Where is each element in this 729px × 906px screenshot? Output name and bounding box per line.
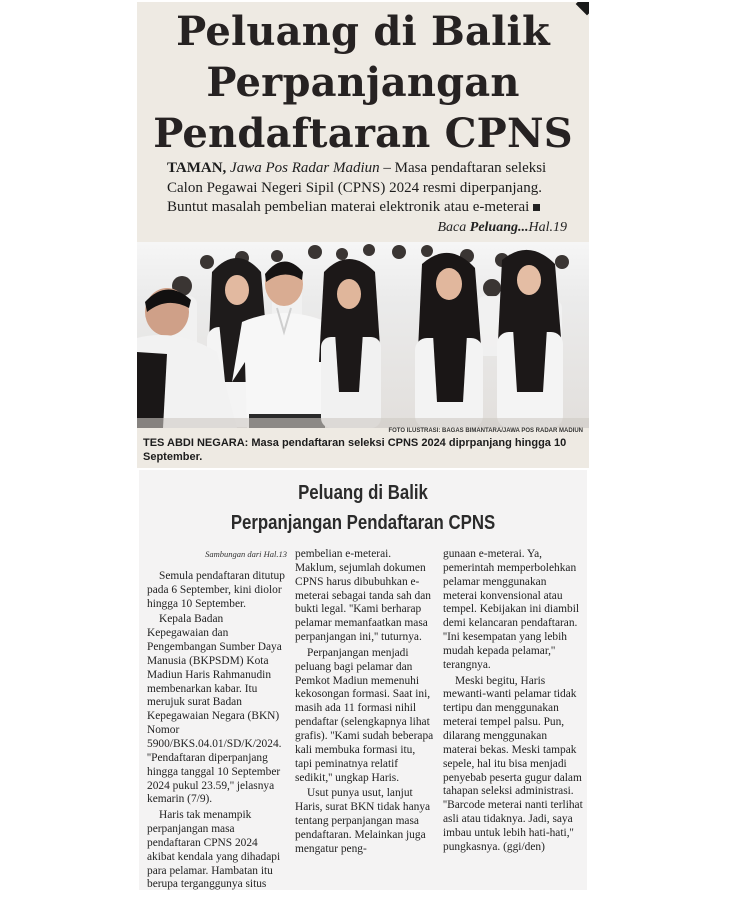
baca-keyword: Peluang... — [469, 220, 529, 235]
paragraph: Kepala Badan Kepegawaian dan Pengembangan Sumber Daya Manusia (BKPSDM) Kota Madiun Haris Rahmanudin membenarkan kabar. Itu merujuk surat Badan Kepegawaian Negara (BKN) Nomor 5900/BKS.04.01/SD/K/2024. ''Pendaftaran diperpanjang hingga tanggal 10 September 2024 pukul 23.59,'' jelasnya kemarin (7/9). — [147, 613, 282, 806]
lead-paragraph — [167, 159, 567, 218]
continuation-headline-line-1: Peluang di Balik — [298, 481, 428, 504]
headline-line-3: Pendaftaran CPNS — [153, 110, 573, 157]
headline-line-1: Peluang di Balik — [176, 8, 550, 55]
paragraph: Haris tak menampik perpanjangan masa pendaftaran CPNS 2024 akibat kendala yang dihadapi para pelamar. Hambatan itu berupa terganggunya situs — [147, 809, 281, 890]
paragraph: Meski begitu, Haris mewanti-wanti pelamar tidak tertipu dan menggunakan meterai tempel palsu. Pun, dilarang menggunakan materai bekas. Meski tampak sepele, hal itu bisa menjadi penyebab peserta gugur dalam tahapan seleksi administrasi. ''Barcode meterai nanti terlihat asli atau tidaknya. Jadi, saya imbau untuk lebih hati-hati,'' pungkasnya. (ggi/den) — [443, 674, 583, 853]
lead-text: – Masa pendaftaran seleksi Calon Pegawai Negeri Sipil (CPNS) 2024 resmi diperpanjang. Buntut masalah pembelian materai elektronik atau e-meterai — [167, 160, 547, 215]
continued-from-label: Sambungan dari Hal.13 — [205, 549, 287, 559]
continuation-headline-line-2: Perpanjangan Pendaftaran CPNS — [230, 511, 496, 534]
article-column-3 — [443, 548, 583, 886]
person-woman-2 — [319, 259, 381, 428]
article-column-2 — [295, 548, 435, 886]
paragraph: gunaan e-meterai. Ya, pemerintah memperbolehkan pelamar menggunakan meterai konvensional atau tempel. Kebijakan ini diambil demi kelancaran pendaftaran. ''Ini kesempatan yang lebih mudah kepada pelamar,'' terangnya. — [443, 548, 580, 671]
dateline: TAMAN, — [167, 160, 227, 176]
person-woman-4 — [497, 250, 563, 428]
continued-on-reference — [438, 220, 568, 236]
continuation-headline — [179, 478, 546, 538]
photo-credit: FOTO ILUSTRASI: BAGAS BIMANTARA/JAWA POS RADAR MADIUN — [388, 428, 583, 434]
end-mark-icon — [533, 204, 540, 211]
paragraph: Perpanjangan menjadi peluang bagi pelamar dan Pemkot Madiun memenuhi kekosongan formasi. Saat ini, masih ada 11 formasi nihil pendaftar (selengkapnya lihat grafis). ''Kami sudah beberapa kali membuka formasi itu, tapi peminatnya relatif sedikit,'' ungkap Haris. — [295, 646, 434, 784]
baca-page: Hal.19 — [528, 220, 567, 235]
outlet-name: Jawa Pos Radar Madiun — [230, 160, 380, 176]
person-woman-3 — [415, 253, 483, 428]
paragraph: Semula pendaftaran ditutup pada 6 September, kini diolor hingga 10 September. — [147, 569, 285, 610]
news-photo — [137, 242, 589, 428]
paragraph: pembelian e-meterai. Maklum, sejumlah dokumen CPNS harus dibubuhkan e-meterai sebagai tanda sah dan bukti legal. ''Kami berharap pelamar memanfaatkan masa perpanjangan ini,'' tuturnya. — [295, 548, 431, 644]
headline-line-2: Perpanjangan — [206, 59, 520, 106]
front-page-clipping — [137, 2, 589, 468]
continuation-clipping — [139, 470, 587, 890]
paragraph: Usut punya usut, lanjut Haris, surat BKN tidak hanya tentang perpanjangan masa pendaftaran. Melainkan juga mengatur peng- — [295, 787, 431, 855]
crowd-photo-illustration — [137, 242, 589, 428]
photo-caption: TES ABDI NEGARA: Masa pendaftaran seleksi CPNS 2024 diprpanjang hingga 10 September. — [143, 437, 567, 463]
article-column-1 — [147, 548, 287, 890]
baca-prefix: Baca — [437, 220, 470, 235]
main-headline — [137, 6, 589, 159]
article-columns — [147, 548, 583, 890]
